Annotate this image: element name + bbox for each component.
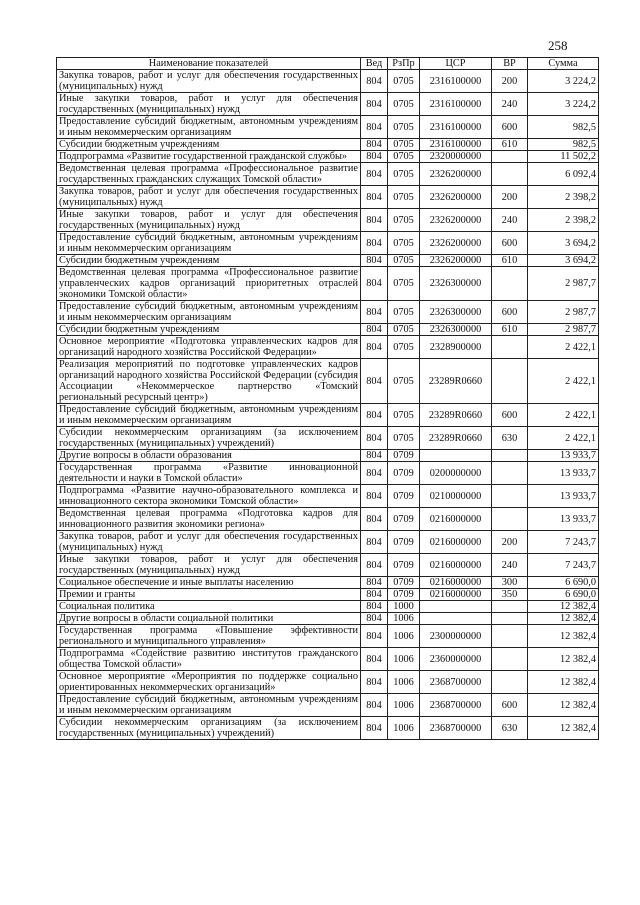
row-vr-cell: 350 — [492, 589, 528, 601]
row-rzpr-cell: 0709 — [388, 554, 420, 577]
row-name-cell: Закупка товаров, работ и услуг для обеспечения государственных (муниципальных) нужд — [57, 531, 361, 554]
table-row — [57, 186, 599, 209]
header-vr: ВР — [492, 58, 528, 70]
row-rzpr-cell: 0709 — [388, 462, 420, 485]
row-name-cell: Социальное обеспечение и иные выплаты населению — [57, 577, 361, 589]
table-row — [57, 648, 599, 671]
row-vr-cell — [492, 508, 528, 531]
row-rzpr-cell: 0709 — [388, 485, 420, 508]
row-sum-cell: 12 382,4 — [528, 694, 599, 717]
row-sum-cell: 11 502,2 — [528, 151, 599, 163]
row-sum-cell: 3 224,2 — [528, 70, 599, 93]
row-ved-cell: 804 — [361, 336, 388, 359]
row-ved-cell: 804 — [361, 404, 388, 427]
table-row — [57, 694, 599, 717]
row-name-cell: Предоставление субсидий бюджетным, автономным учреждениям и иным некоммерческим организациям — [57, 301, 361, 324]
row-rzpr-cell: 0709 — [388, 577, 420, 589]
table-row — [57, 485, 599, 508]
row-ved-cell: 804 — [361, 531, 388, 554]
row-rzpr-cell: 0705 — [388, 93, 420, 116]
row-vr-cell: 200 — [492, 186, 528, 209]
row-ved-cell: 804 — [361, 485, 388, 508]
table-row — [57, 70, 599, 93]
row-rzpr-cell: 1006 — [388, 717, 420, 740]
row-sum-cell: 2 987,7 — [528, 301, 599, 324]
row-sum-cell: 2 987,7 — [528, 324, 599, 336]
row-csr-cell: 2326200000 — [420, 209, 492, 232]
table-row — [57, 267, 599, 301]
row-vr-cell: 240 — [492, 209, 528, 232]
row-ved-cell: 804 — [361, 577, 388, 589]
row-sum-cell: 3 224,2 — [528, 93, 599, 116]
row-csr-cell: 2326200000 — [420, 255, 492, 267]
row-sum-cell: 6 690,0 — [528, 577, 599, 589]
table-row — [57, 163, 599, 186]
row-ved-cell: 804 — [361, 324, 388, 336]
row-rzpr-cell: 1000 — [388, 601, 420, 613]
row-sum-cell: 6 092,4 — [528, 163, 599, 186]
row-rzpr-cell: 0709 — [388, 508, 420, 531]
row-vr-cell: 610 — [492, 255, 528, 267]
row-name-cell: Премии и гранты — [57, 589, 361, 601]
row-rzpr-cell: 1006 — [388, 694, 420, 717]
table-row — [57, 671, 599, 694]
row-ved-cell: 804 — [361, 450, 388, 462]
row-vr-cell — [492, 485, 528, 508]
table-row — [57, 359, 599, 404]
row-sum-cell: 12 382,4 — [528, 648, 599, 671]
row-vr-cell: 200 — [492, 70, 528, 93]
row-csr-cell: 2320000000 — [420, 151, 492, 163]
row-rzpr-cell: 1006 — [388, 648, 420, 671]
table-row — [57, 554, 599, 577]
row-csr-cell: 2360000000 — [420, 648, 492, 671]
row-vr-cell: 600 — [492, 232, 528, 255]
row-rzpr-cell: 0705 — [388, 151, 420, 163]
table-row — [57, 531, 599, 554]
row-csr-cell: 2326200000 — [420, 163, 492, 186]
row-rzpr-cell: 0705 — [388, 255, 420, 267]
table-row — [57, 324, 599, 336]
row-csr-cell: 2326200000 — [420, 232, 492, 255]
row-csr-cell: 23289R0660 — [420, 359, 492, 404]
row-rzpr-cell: 1006 — [388, 613, 420, 625]
row-vr-cell — [492, 336, 528, 359]
row-csr-cell: 2326300000 — [420, 324, 492, 336]
row-name-cell: Реализация мероприятий по подготовке управленческих кадров организаций народного хозяйства Российской Федерации (субсидия Ассоциации «Некоммерческое партнерство «Томский региональный ресурсный центр») — [57, 359, 361, 404]
row-name-cell: Предоставление субсидий бюджетным, автономным учреждениям и иным некоммерческим организациям — [57, 404, 361, 427]
row-csr-cell: 2326300000 — [420, 267, 492, 301]
row-rzpr-cell: 0705 — [388, 116, 420, 139]
row-vr-cell — [492, 625, 528, 648]
row-csr-cell: 2368700000 — [420, 671, 492, 694]
row-ved-cell: 804 — [361, 601, 388, 613]
row-csr-cell: 2368700000 — [420, 694, 492, 717]
header-sum: Сумма — [528, 58, 599, 70]
row-name-cell: Государственная программа «Развитие инновационной деятельности и науки в Томской области» — [57, 462, 361, 485]
row-rzpr-cell: 0705 — [388, 359, 420, 404]
row-vr-cell — [492, 267, 528, 301]
row-name-cell: Другие вопросы в области социальной политики — [57, 613, 361, 625]
row-name-cell: Субсидии бюджетным учреждениям — [57, 139, 361, 151]
table-row — [57, 462, 599, 485]
row-csr-cell: 2316100000 — [420, 70, 492, 93]
row-csr-cell: 2300000000 — [420, 625, 492, 648]
row-name-cell: Предоставление субсидий бюджетным, автономным учреждениям и иным некоммерческим организациям — [57, 116, 361, 139]
row-vr-cell: 300 — [492, 577, 528, 589]
header-rzpr: РзПр — [388, 58, 420, 70]
row-rzpr-cell: 0709 — [388, 531, 420, 554]
row-name-cell: Субсидии некоммерческим организациям (за исключением государственных (муниципальных) учреждений) — [57, 717, 361, 740]
row-ved-cell: 804 — [361, 625, 388, 648]
row-rzpr-cell: 0705 — [388, 163, 420, 186]
row-rzpr-cell: 1006 — [388, 671, 420, 694]
row-csr-cell — [420, 601, 492, 613]
row-ved-cell: 804 — [361, 151, 388, 163]
table-row — [57, 589, 599, 601]
row-rzpr-cell: 0705 — [388, 427, 420, 450]
row-name-cell: Основное мероприятие «Подготовка управленческих кадров для организаций народного хозяйства Российской Федерации» — [57, 336, 361, 359]
row-name-cell: Субсидии бюджетным учреждениям — [57, 255, 361, 267]
table-row — [57, 404, 599, 427]
row-rzpr-cell: 0705 — [388, 139, 420, 151]
table-row — [57, 427, 599, 450]
header-csr: ЦСР — [420, 58, 492, 70]
row-csr-cell: 2316100000 — [420, 93, 492, 116]
row-sum-cell: 2 422,1 — [528, 404, 599, 427]
row-ved-cell: 804 — [361, 209, 388, 232]
row-sum-cell: 7 243,7 — [528, 554, 599, 577]
row-vr-cell: 600 — [492, 404, 528, 427]
row-sum-cell: 982,5 — [528, 139, 599, 151]
row-name-cell: Ведомственная целевая программа «Профессиональное развитие управленческих кадров организаций приоритетных отраслей экономики Томской области» — [57, 267, 361, 301]
table-row — [57, 93, 599, 116]
row-rzpr-cell: 1006 — [388, 625, 420, 648]
row-rzpr-cell: 0705 — [388, 70, 420, 93]
row-csr-cell: 2328900000 — [420, 336, 492, 359]
row-sum-cell: 12 382,4 — [528, 601, 599, 613]
row-vr-cell — [492, 648, 528, 671]
row-ved-cell: 804 — [361, 671, 388, 694]
row-csr-cell: 23289R0660 — [420, 427, 492, 450]
table-row — [57, 301, 599, 324]
row-vr-cell — [492, 151, 528, 163]
row-rzpr-cell: 0709 — [388, 450, 420, 462]
row-csr-cell: 0200000000 — [420, 462, 492, 485]
table-row — [57, 717, 599, 740]
row-vr-cell: 600 — [492, 301, 528, 324]
row-name-cell: Социальная политика — [57, 601, 361, 613]
row-ved-cell: 804 — [361, 359, 388, 404]
row-name-cell: Иные закупки товаров, работ и услуг для обеспечения государственных (муниципальных) нужд — [57, 554, 361, 577]
row-vr-cell: 610 — [492, 139, 528, 151]
header-ved: Вед — [361, 58, 388, 70]
row-sum-cell: 2 398,2 — [528, 209, 599, 232]
row-csr-cell: 2316100000 — [420, 139, 492, 151]
row-ved-cell: 804 — [361, 717, 388, 740]
row-sum-cell: 2 398,2 — [528, 186, 599, 209]
row-ved-cell: 804 — [361, 255, 388, 267]
row-rzpr-cell: 0705 — [388, 209, 420, 232]
row-sum-cell: 13 933,7 — [528, 450, 599, 462]
row-sum-cell: 2 987,7 — [528, 267, 599, 301]
row-ved-cell: 804 — [361, 139, 388, 151]
row-csr-cell: 2326300000 — [420, 301, 492, 324]
table-header-row — [57, 58, 599, 70]
row-name-cell: Подпрограмма «Содействие развитию институтов гражданского общества Томской области» — [57, 648, 361, 671]
table-row — [57, 508, 599, 531]
row-csr-cell: 0210000000 — [420, 485, 492, 508]
row-rzpr-cell: 0705 — [388, 267, 420, 301]
row-vr-cell — [492, 613, 528, 625]
row-sum-cell: 6 690,0 — [528, 589, 599, 601]
row-csr-cell: 2368700000 — [420, 717, 492, 740]
row-name-cell: Другие вопросы в области образования — [57, 450, 361, 462]
row-name-cell: Иные закупки товаров, работ и услуг для обеспечения государственных (муниципальных) нужд — [57, 209, 361, 232]
row-ved-cell: 804 — [361, 589, 388, 601]
row-rzpr-cell: 0709 — [388, 589, 420, 601]
row-ved-cell: 804 — [361, 70, 388, 93]
row-sum-cell: 2 422,1 — [528, 427, 599, 450]
table-row — [57, 232, 599, 255]
row-name-cell: Субсидии некоммерческим организациям (за исключением государственных (муниципальных) учреждений) — [57, 427, 361, 450]
row-rzpr-cell: 0705 — [388, 404, 420, 427]
table-row — [57, 613, 599, 625]
row-rzpr-cell: 0705 — [388, 336, 420, 359]
row-vr-cell: 200 — [492, 531, 528, 554]
row-sum-cell: 13 933,7 — [528, 462, 599, 485]
row-vr-cell: 240 — [492, 554, 528, 577]
row-name-cell: Государственная программа «Повышение эффективности регионального и муниципального управления» — [57, 625, 361, 648]
row-csr-cell: 0216000000 — [420, 531, 492, 554]
table-row — [57, 151, 599, 163]
page-number: 258 — [548, 38, 568, 53]
row-ved-cell: 804 — [361, 267, 388, 301]
row-ved-cell: 804 — [361, 694, 388, 717]
row-sum-cell: 982,5 — [528, 116, 599, 139]
row-sum-cell: 13 933,7 — [528, 508, 599, 531]
row-rzpr-cell: 0705 — [388, 186, 420, 209]
row-ved-cell: 804 — [361, 613, 388, 625]
row-vr-cell: 610 — [492, 324, 528, 336]
table-row — [57, 577, 599, 589]
row-sum-cell: 12 382,4 — [528, 625, 599, 648]
row-vr-cell — [492, 601, 528, 613]
row-vr-cell — [492, 359, 528, 404]
row-vr-cell — [492, 163, 528, 186]
table-row — [57, 116, 599, 139]
row-csr-cell — [420, 450, 492, 462]
row-vr-cell: 600 — [492, 116, 528, 139]
row-csr-cell: 2326200000 — [420, 186, 492, 209]
row-sum-cell: 2 422,1 — [528, 359, 599, 404]
row-sum-cell: 12 382,4 — [528, 613, 599, 625]
row-sum-cell: 12 382,4 — [528, 717, 599, 740]
row-csr-cell: 0216000000 — [420, 577, 492, 589]
row-ved-cell: 804 — [361, 163, 388, 186]
row-ved-cell: 804 — [361, 508, 388, 531]
row-csr-cell: 2316100000 — [420, 116, 492, 139]
row-name-cell: Иные закупки товаров, работ и услуг для обеспечения государственных (муниципальных) нужд — [57, 93, 361, 116]
row-ved-cell: 804 — [361, 462, 388, 485]
budget-table — [56, 57, 599, 740]
table-row — [57, 139, 599, 151]
row-name-cell: Субсидии бюджетным учреждениям — [57, 324, 361, 336]
row-sum-cell: 7 243,7 — [528, 531, 599, 554]
row-vr-cell: 630 — [492, 427, 528, 450]
table-row — [57, 255, 599, 267]
row-ved-cell: 804 — [361, 186, 388, 209]
row-vr-cell — [492, 671, 528, 694]
row-sum-cell: 13 933,7 — [528, 485, 599, 508]
row-name-cell: Закупка товаров, работ и услуг для обеспечения государственных (муниципальных) нужд — [57, 70, 361, 93]
row-rzpr-cell: 0705 — [388, 324, 420, 336]
row-sum-cell: 2 422,1 — [528, 336, 599, 359]
row-rzpr-cell: 0705 — [388, 232, 420, 255]
row-csr-cell: 0216000000 — [420, 508, 492, 531]
table-body — [57, 70, 599, 740]
row-ved-cell: 804 — [361, 116, 388, 139]
row-vr-cell: 630 — [492, 717, 528, 740]
row-ved-cell: 804 — [361, 427, 388, 450]
row-csr-cell — [420, 613, 492, 625]
table-row — [57, 336, 599, 359]
row-ved-cell: 804 — [361, 648, 388, 671]
table-row — [57, 450, 599, 462]
row-name-cell: Предоставление субсидий бюджетным, автономным учреждениям и иным некоммерческим организациям — [57, 694, 361, 717]
table-row — [57, 625, 599, 648]
row-vr-cell: 240 — [492, 93, 528, 116]
row-rzpr-cell: 0705 — [388, 301, 420, 324]
row-vr-cell — [492, 462, 528, 485]
row-name-cell: Предоставление субсидий бюджетным, автономным учреждениям и иным некоммерческим организациям — [57, 232, 361, 255]
table-row — [57, 209, 599, 232]
row-name-cell: Ведомственная целевая программа «Подготовка кадров для инновационного развития экономики региона» — [57, 508, 361, 531]
row-csr-cell: 0216000000 — [420, 554, 492, 577]
row-csr-cell: 23289R0660 — [420, 404, 492, 427]
row-name-cell: Подпрограмма «Развитие государственной гражданской службы» — [57, 151, 361, 163]
row-name-cell: Подпрограмма «Развитие научно-образовательного комплекса и инновационного сектора экономики Томской области» — [57, 485, 361, 508]
row-ved-cell: 804 — [361, 93, 388, 116]
row-ved-cell: 804 — [361, 232, 388, 255]
row-name-cell: Закупка товаров, работ и услуг для обеспечения государственных (муниципальных) нужд — [57, 186, 361, 209]
row-name-cell: Ведомственная целевая программа «Профессиональное развитие государственных гражданских служащих Томской области» — [57, 163, 361, 186]
table-row — [57, 601, 599, 613]
row-vr-cell — [492, 450, 528, 462]
row-sum-cell: 12 382,4 — [528, 671, 599, 694]
row-name-cell: Основное мероприятие «Мероприятия по поддержке социально ориентированных некоммерческих организаций» — [57, 671, 361, 694]
header-name: Наименование показателей — [57, 58, 361, 70]
row-ved-cell: 804 — [361, 554, 388, 577]
row-csr-cell: 0216000000 — [420, 589, 492, 601]
row-ved-cell: 804 — [361, 301, 388, 324]
row-sum-cell: 3 694,2 — [528, 255, 599, 267]
row-sum-cell: 3 694,2 — [528, 232, 599, 255]
row-vr-cell: 600 — [492, 694, 528, 717]
